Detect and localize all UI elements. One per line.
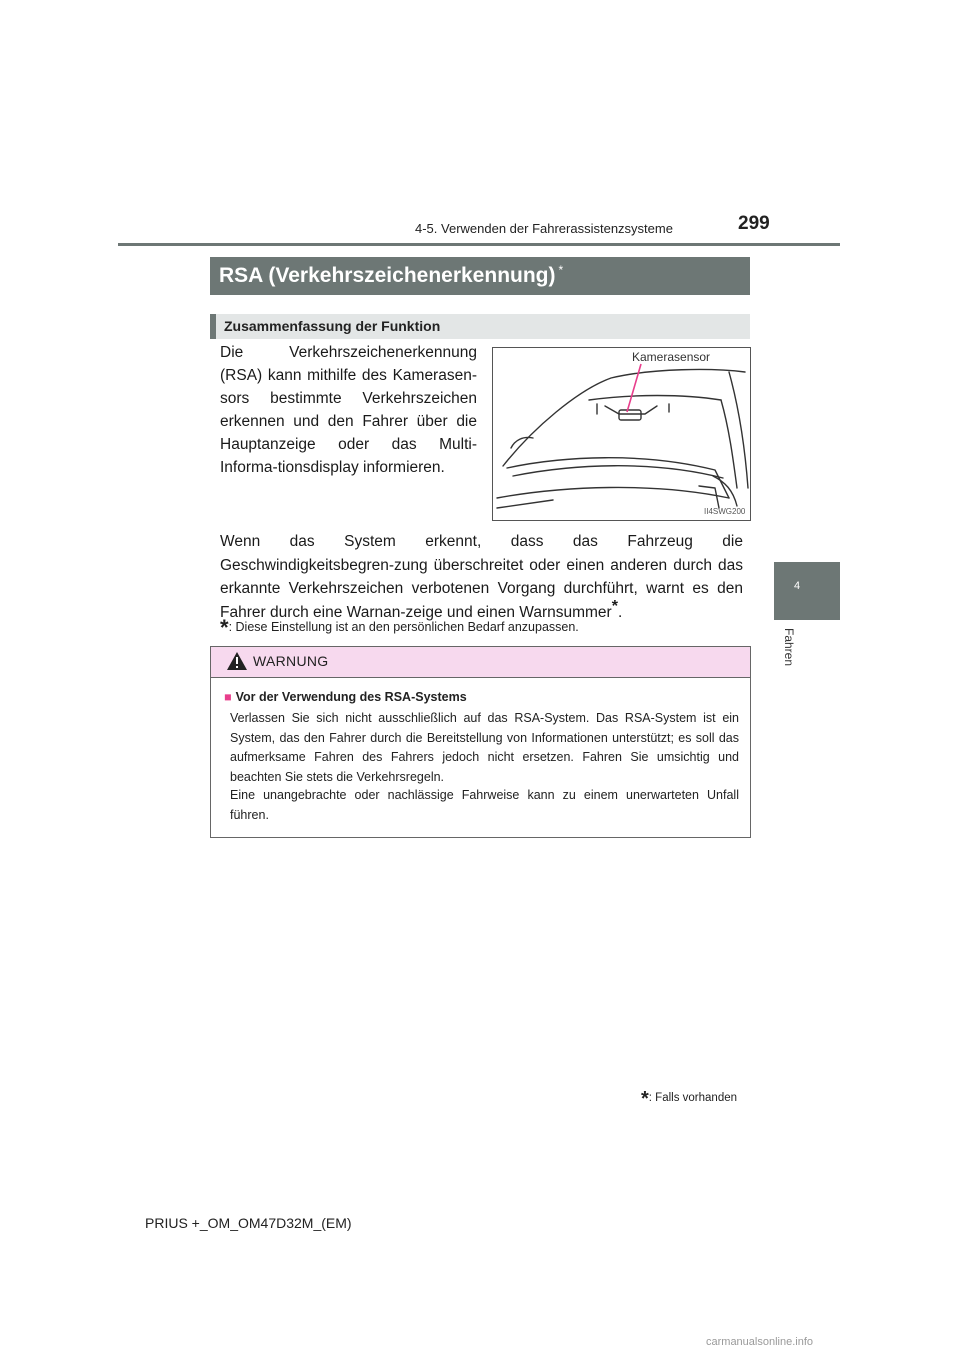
- windshield-illustration: [493, 348, 750, 520]
- intro-paragraph: Die Verkehrszeichenerkennung (RSA) kann mithilfe des Kamerasen-sors bestimmte Verkehrszeichen erkennen und den Fahrer über die Hauptanzeige oder das Multi-Informa-tionsdisplay informieren.: [220, 344, 477, 476]
- warning-paragraph-1: Verlassen Sie sich nicht ausschließlich auf das RSA-System. Das RSA-System ist ein System, das den Fahrer durch die Bereitstellung von Informationen unterstützt; es soll das aufmerksame Fahren des Fahrers jedoch nicht ersetzen. Fahren Sie umsichtig und beachten Sie stets die Verkehrsregeln.: [230, 711, 739, 784]
- body-paragraph-text: Wenn das System erkennt, dass das Fahrzeug die Geschwindigkeitsbegren-zung überschreitet oder einen anderen durch das erkannte Verkehrszeichen verbotenen Vorgang durchführt, warnt es den Fahrer durch eine Warnan-zeige und einen Warnsummer: [220, 533, 743, 621]
- warning-item-marker: ■: [224, 690, 232, 704]
- body-asterisk: *: [611, 597, 618, 615]
- footnote-asterisk: *: [220, 615, 229, 640]
- footer-note: [641, 1088, 737, 1111]
- chapter-side-tab: [774, 562, 840, 620]
- section-title-mark: *: [558, 263, 564, 277]
- chapter-header: 4-5. Verwenden der Fahrerassistenzsysteme: [415, 221, 673, 236]
- body-paragraph-end: .: [617, 603, 623, 621]
- warning-triangle-icon: [226, 651, 248, 671]
- subsection-title: Zusammenfassung der Funktion: [224, 318, 441, 334]
- document-id: PRIUS +_OM_OM47D32M_(EM): [145, 1215, 352, 1231]
- footnote: [220, 615, 579, 641]
- subsection-accent: [210, 314, 216, 339]
- warning-item-title: [224, 690, 467, 704]
- warning-label: WARNUNG: [253, 653, 329, 669]
- warning-item-title-text: Vor der Verwendung des RSA-Systems: [235, 690, 467, 704]
- page-number: 299: [738, 213, 770, 234]
- section-title: [219, 263, 563, 288]
- figure-code: II4SWG200: [704, 507, 746, 516]
- windshield-camera-figure: [492, 347, 751, 521]
- camera-pointer-line: [627, 364, 641, 412]
- chapter-side-tab-number: 4: [793, 580, 801, 592]
- footer-note-text: : Falls vorhanden: [648, 1092, 738, 1104]
- figure-label-camera-sensor: Kamerasensor: [632, 350, 711, 364]
- header-rule: [118, 243, 840, 246]
- chapter-side-tab-label: Fahren: [782, 628, 796, 667]
- watermark: carmanualsonline.info: [706, 1336, 814, 1348]
- footnote-text: : Diese Einstellung ist an den persönlichen Bedarf anzupassen.: [228, 620, 579, 634]
- section-title-text: RSA (Verkehrszeichenerkennung): [219, 264, 556, 287]
- footer-note-asterisk: *: [641, 1088, 649, 1110]
- body-paragraph: [220, 530, 743, 624]
- warning-paragraph-2: Eine unangebrachte oder nachlässige Fahrweise kann zu einem unerwarteten Unfall führen.: [230, 788, 739, 822]
